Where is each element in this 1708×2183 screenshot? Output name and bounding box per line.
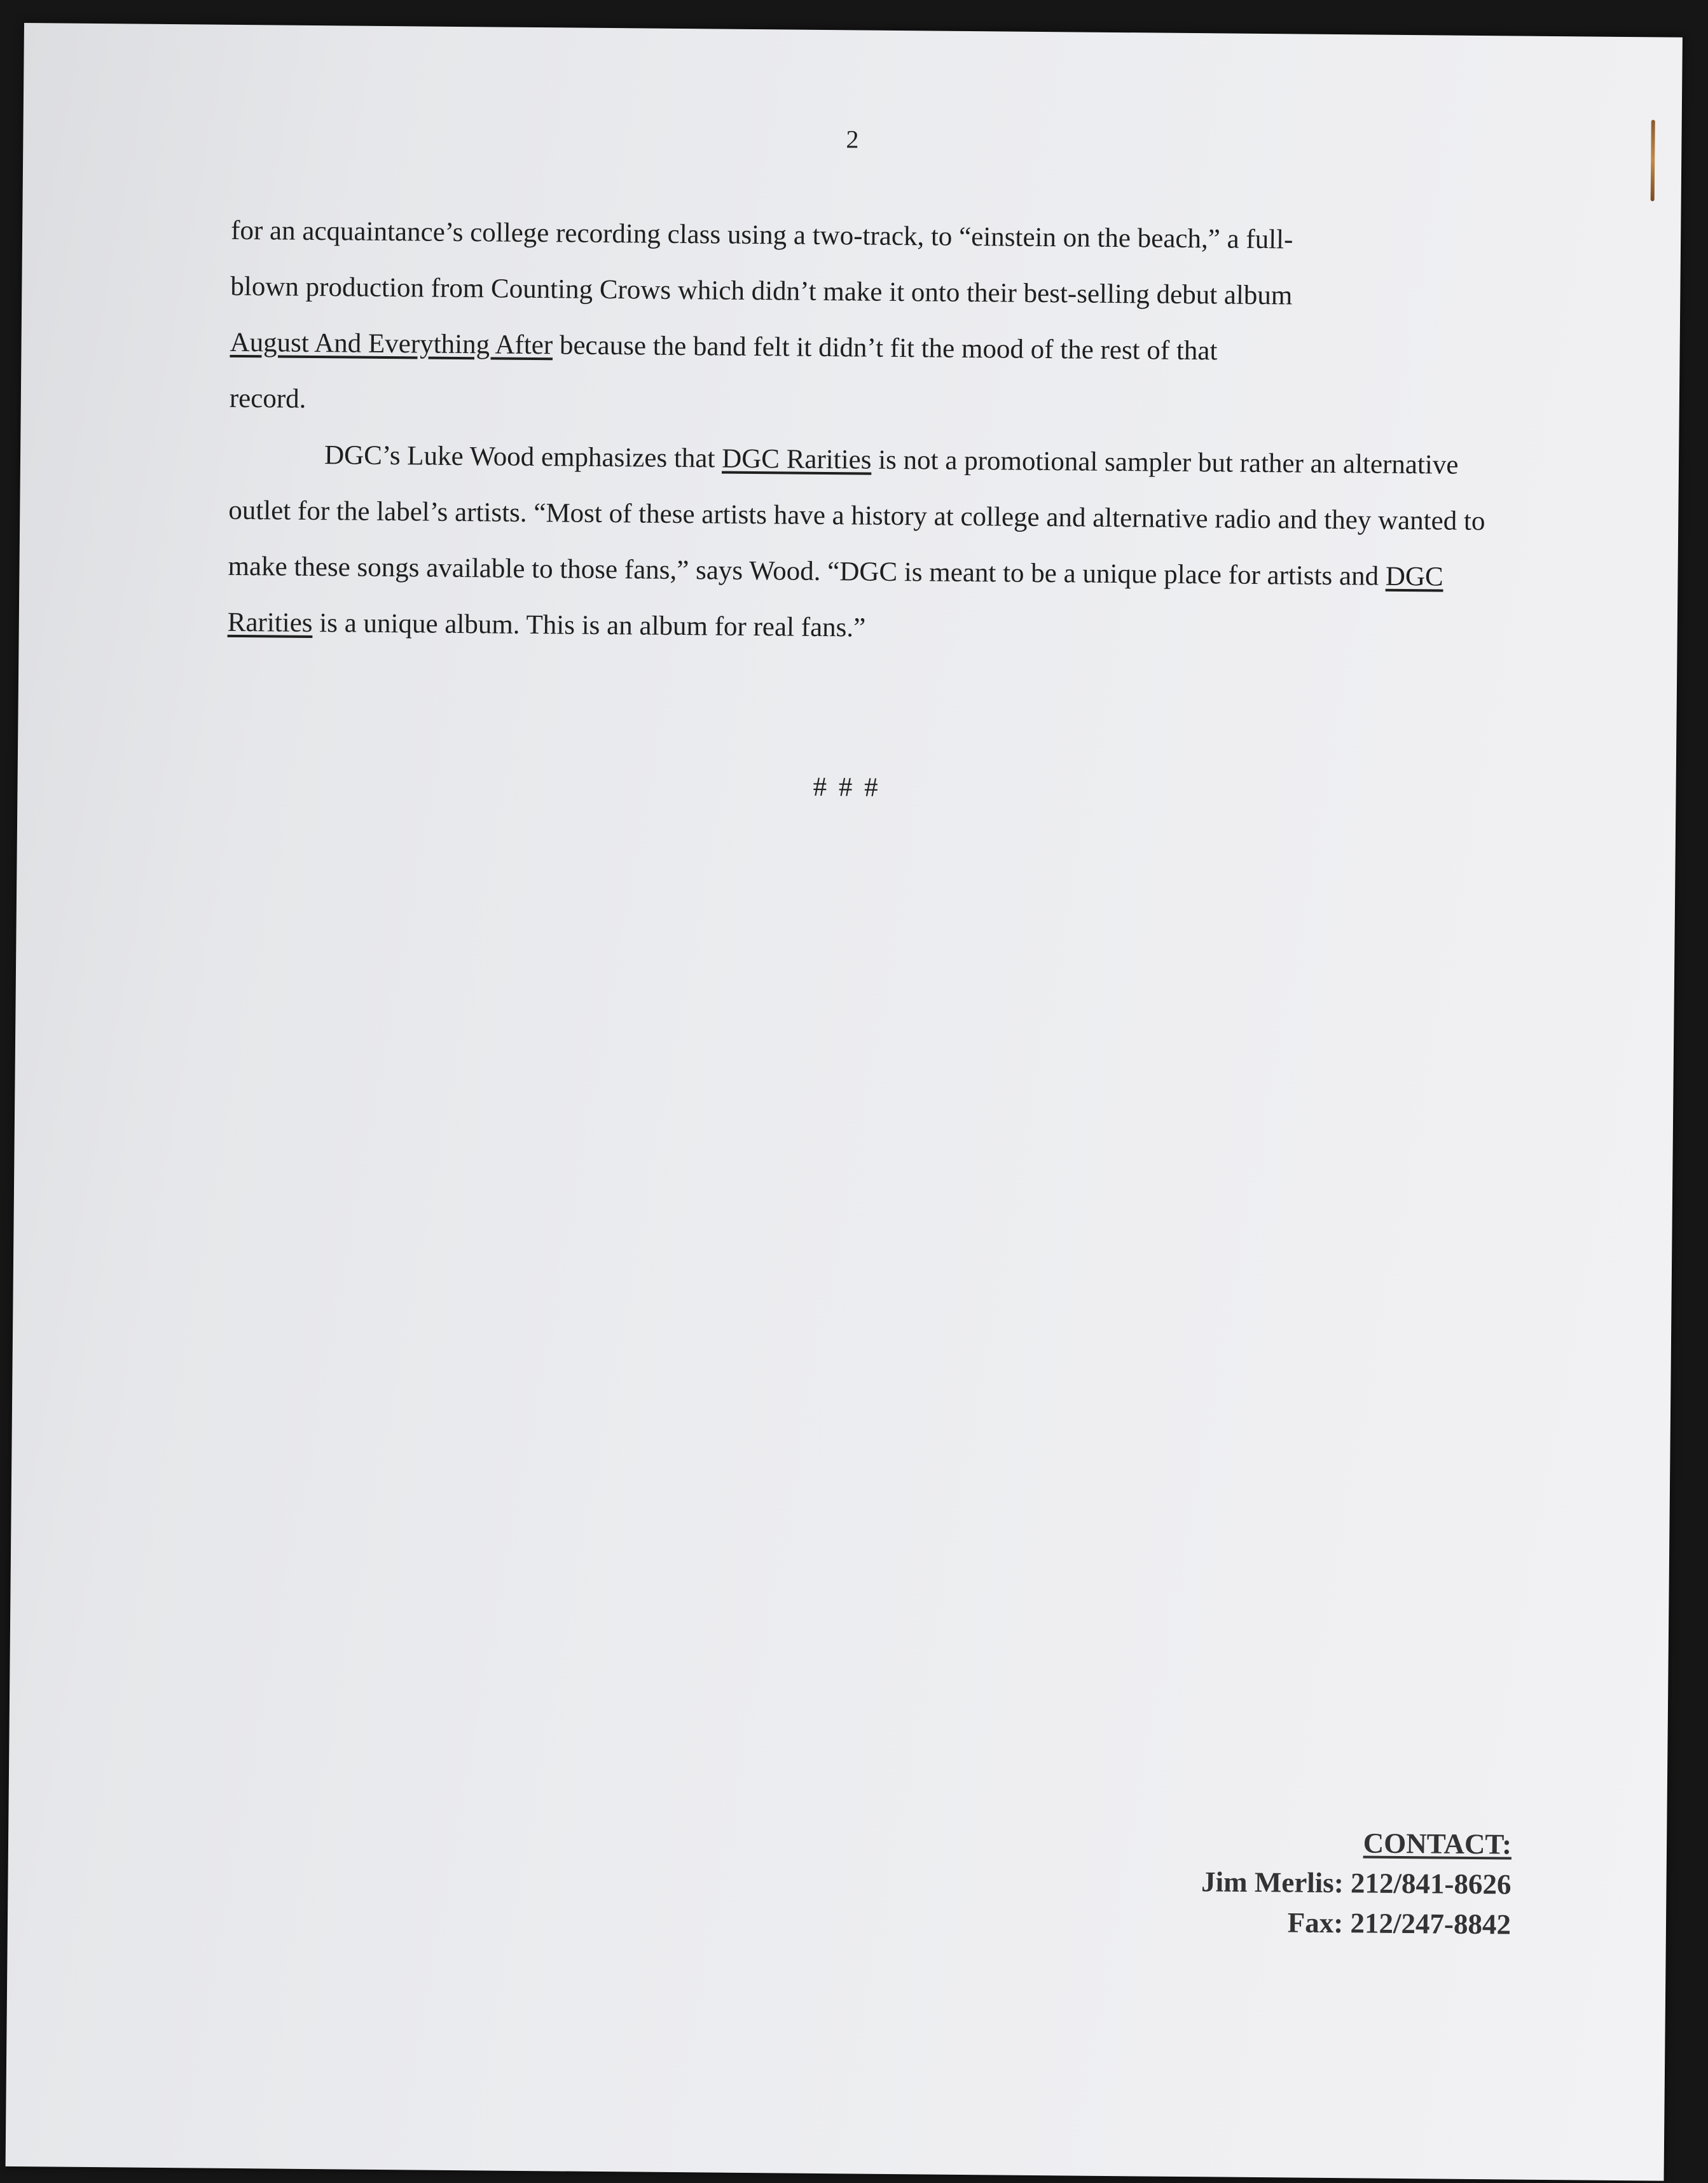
contact-block [1201,1822,1512,1944]
album-title-dgc-rarities-2: DGC Rarities [227,561,1443,638]
paragraph-1-line-3-rest: because the band felt it didn’t fit the mood of the rest of that [552,330,1218,366]
paragraph-2 [227,427,1488,662]
paragraph-1 [229,203,1490,438]
press-release-page [6,23,1683,2181]
paragraph-2-seg-3: is a unique album. This is an album for real fans.” [312,607,866,643]
page-number: 2 [846,125,859,154]
contact-heading: CONTACT: [1363,1827,1512,1861]
album-title-dgc-rarities: DGC Rarities [721,443,872,475]
paragraph-2-seg-1: DGC’s Luke Wood emphasizes that [324,440,722,474]
album-title-august: August And Everything After [230,327,553,361]
paragraph-1-line-1: for an acquaintance’s college recording class using a two-track, to “einstein on the beach,” a full- [230,215,1293,255]
end-mark: # # # [813,772,881,803]
contact-fax: Fax: 212/247-8842 [1287,1906,1512,1941]
paragraph-1-line-4: record. [229,383,306,414]
paragraph-2-seg-2: is not a promotional sampler but rather an alternative outlet for the label’s artists. “Most of these artists have a history at college and alternative radio and they wanted to make these songs available to those fans,” says Wood. “DGC is meant to be a unique place for artists and [228,445,1485,592]
document-body [227,203,1490,662]
contact-name-phone: Jim Merlis: 212/841-8626 [1201,1866,1512,1901]
paragraph-1-line-2: blown production from Counting Crows which didn’t make it onto their best-selling debut album [230,271,1293,311]
